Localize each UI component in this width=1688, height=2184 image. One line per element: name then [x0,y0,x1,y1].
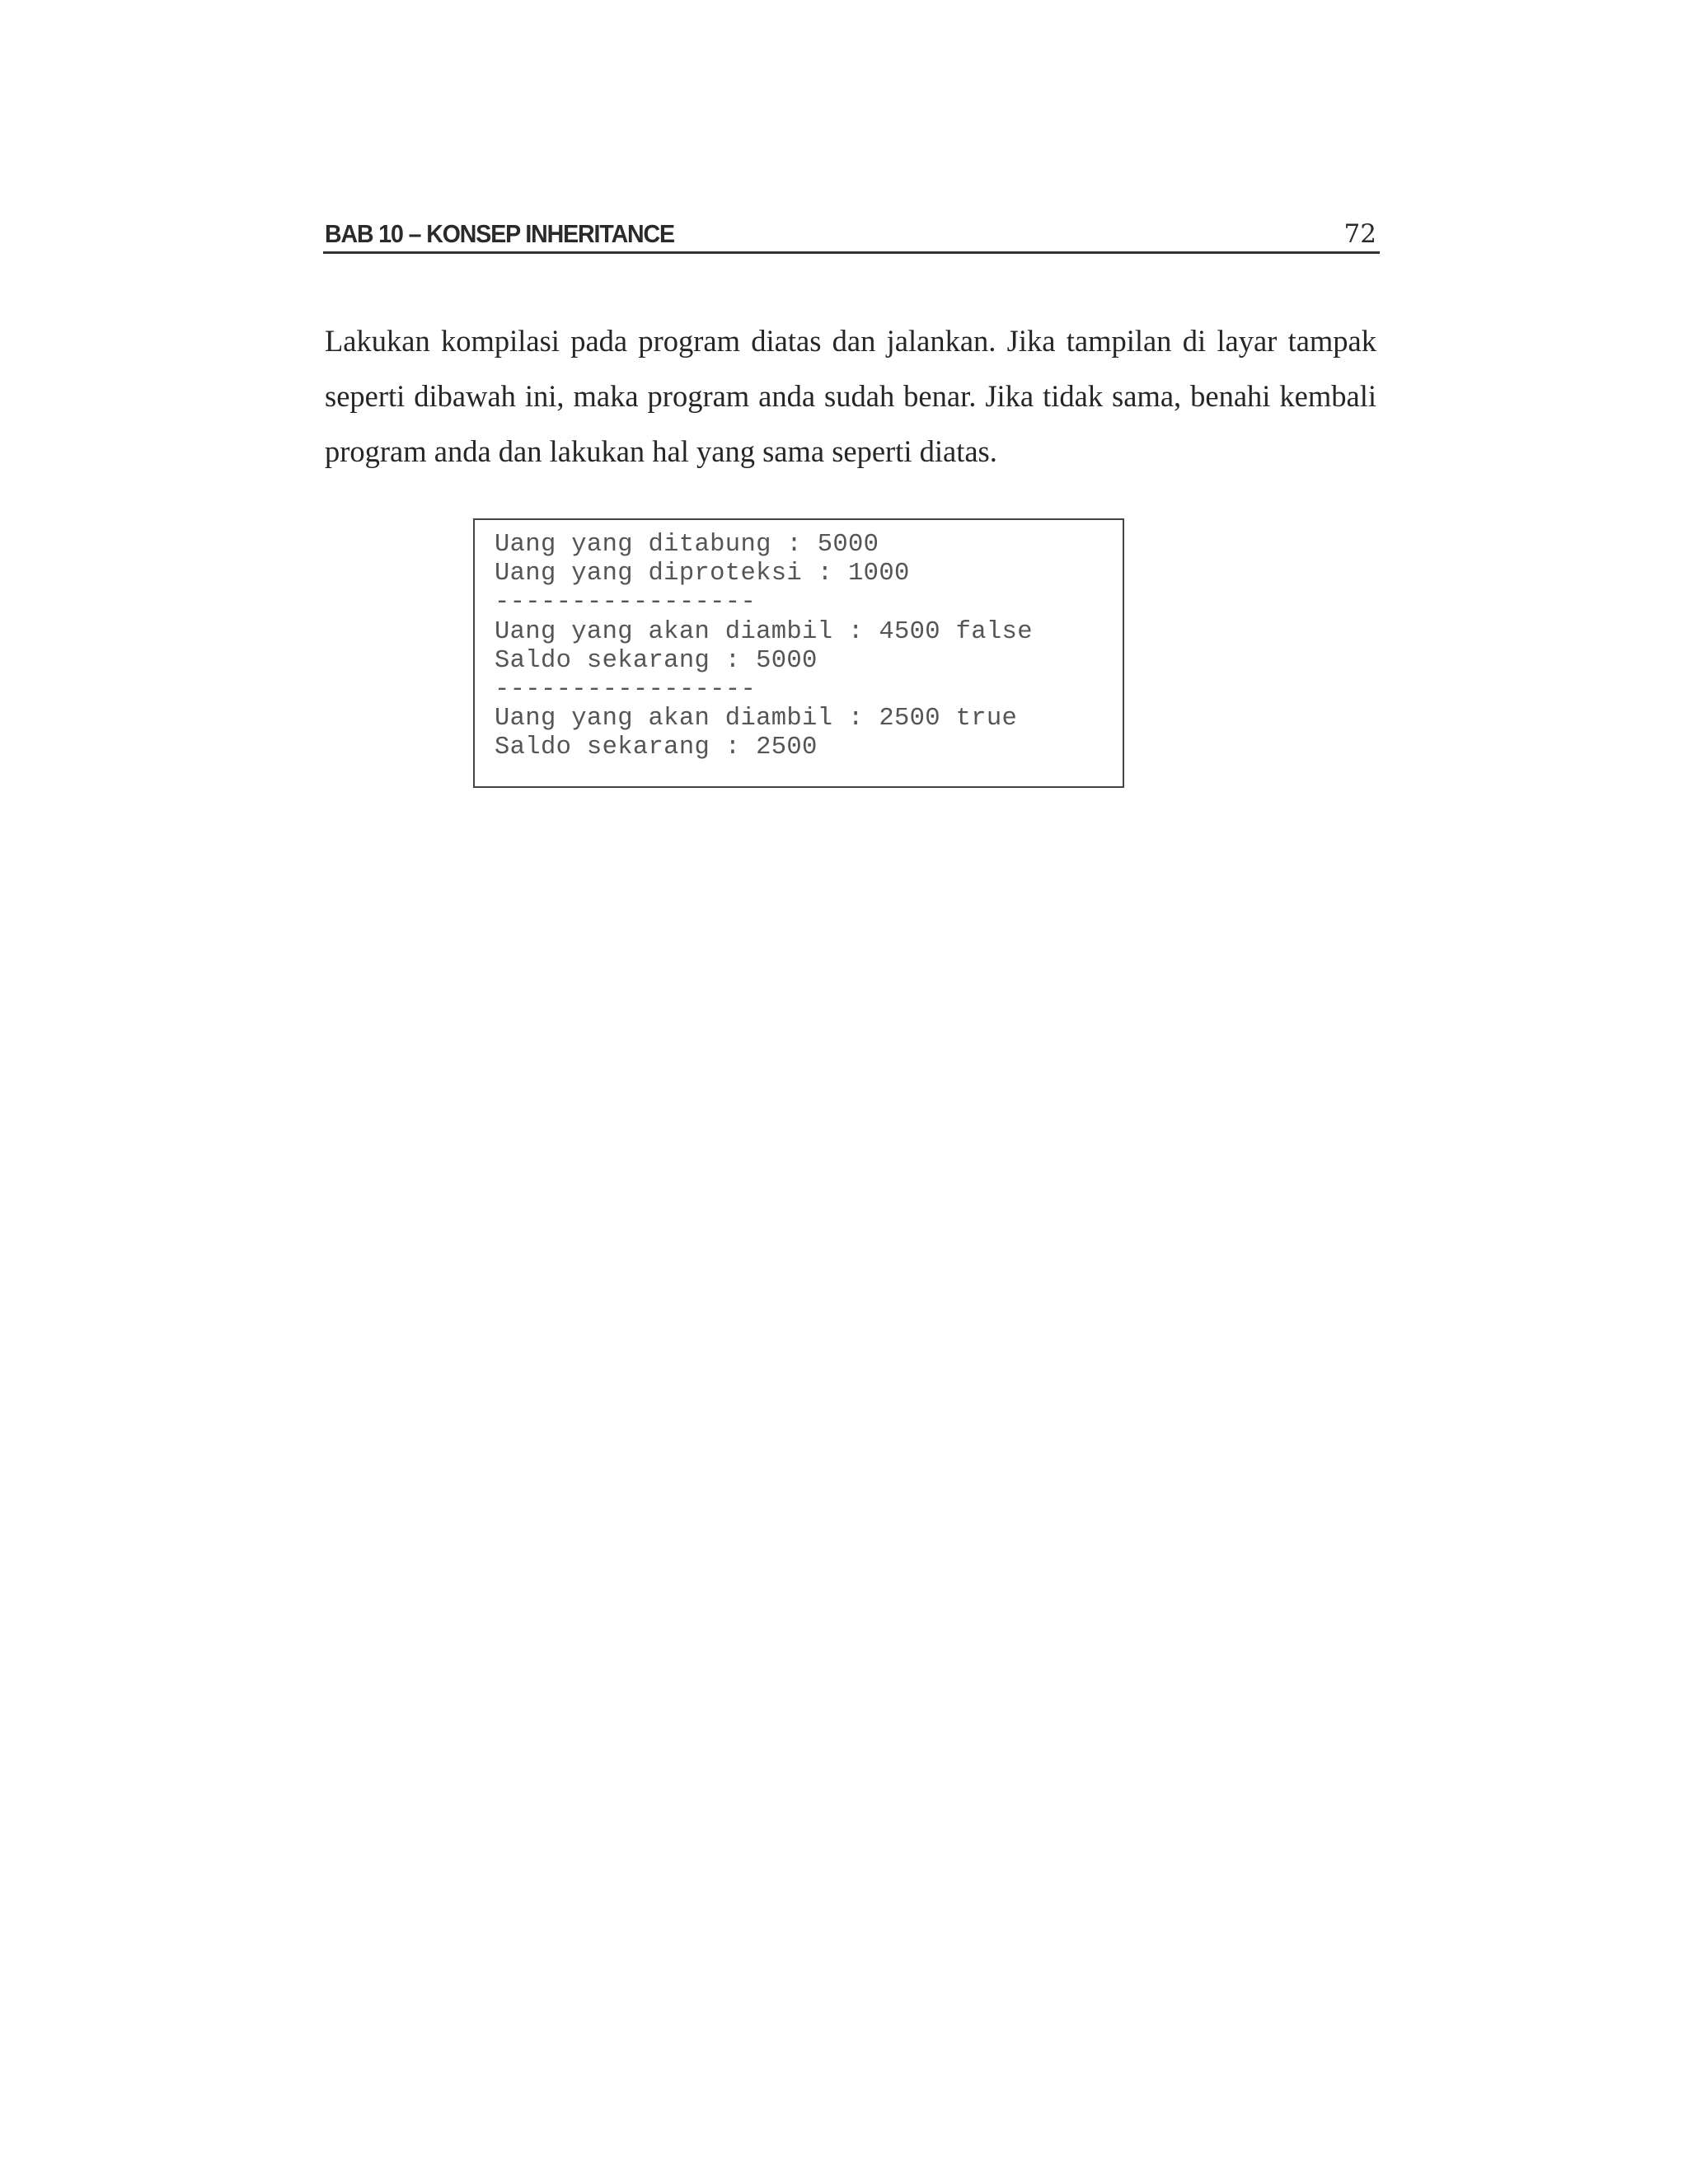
page-header [323,216,1380,254]
output-line: Uang yang akan diambil : 4500 false [495,617,1033,646]
program-output-box [473,518,1124,788]
output-line: Uang yang diproteksi : 1000 [495,560,910,588]
instruction-paragraph: Lakukan kompilasi pada program diatas dan jalankan. Jika tampilan di layar tampak seperti dibawah ini, maka program anda sudah benar. Jika tidak sama, benahi kembali program anda dan lakukan hal yang sama seperti diatas. [325,324,1376,468]
output-line: Saldo sekarang : 5000 [495,646,818,675]
output-separator: ----------------- [495,675,757,704]
chapter-title: BAB 10 – KONSEP INHERITANCE [325,219,674,248]
output-line: Uang yang ditabung : 5000 [495,531,879,559]
output-line: Uang yang akan diambil : 2500 true [495,705,1018,733]
output-line: Saldo sekarang : 2500 [495,733,818,762]
page-number: 72 [1343,219,1376,249]
output-separator: ----------------- [495,588,757,617]
